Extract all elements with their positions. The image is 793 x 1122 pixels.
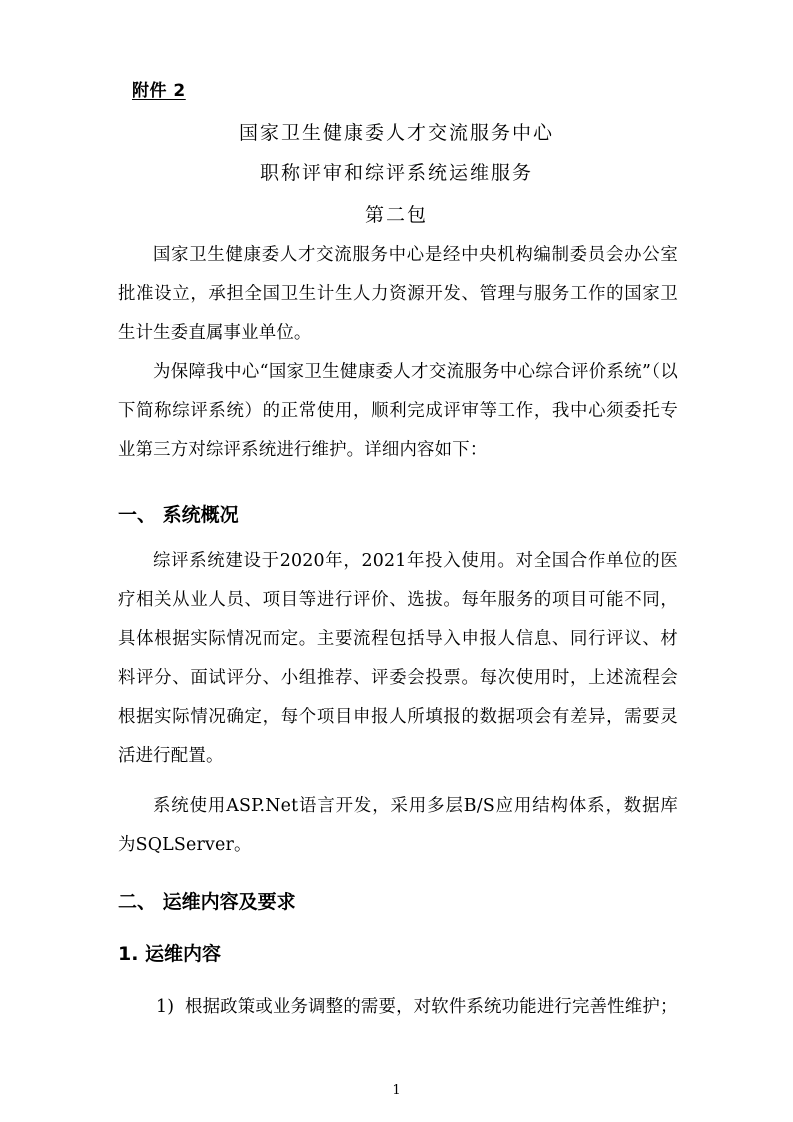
list-item-number: 1) xyxy=(156,997,175,1017)
section-2-heading: 二、 运维内容及要求 xyxy=(118,891,296,913)
page-number: 1 xyxy=(392,1083,401,1098)
attachment-label: 附件 2 xyxy=(132,81,186,101)
section-1-heading: 一、 系统概况 xyxy=(118,504,239,526)
document-title-line-2: 职称评审和综评系统运维服务 xyxy=(259,162,533,184)
section-2-subheading: 1. 运维内容 xyxy=(118,943,222,965)
intro-paragraph-2: 为保障我中心“国家卫生健康委人才交流服务中心综合评价系统”（以下简称综评系统）的正常使用，顺利完成评审等工作，我中心须委托专业第三方对综评系统进行维护。详细内容如下： xyxy=(118,362,678,460)
intro-paragraph-1: 国家卫生健康委人才交流服务中心是经中央机构编制委员会办公室批准设立，承担全国卫生计生人力资源开发、管理与服务工作的国家卫生计生委直属事业单位。 xyxy=(118,245,678,343)
section-1-paragraph-1: 综评系统建设于2020年，2021年投入使用。对全国合作单位的医疗相关从业人员、项目等进行评价、选拔。每年服务的项目可能不同，具体根据实际情况而定。主要流程包括导入申报人信息、同行评议、材料评分、面试评分、小组推荐、评委会投票。每次使用时，上述流程会根据实际情况确定，每个项目申报人所填报的数据项会有差异，需要灵活进行配置。 xyxy=(118,551,678,766)
section-1-paragraph-2: 系统使用ASP.Net语言开发，采用多层B/S应用结构体系，数据库为SQLServer。 xyxy=(118,796,678,855)
document-title-line-3: 第二包 xyxy=(364,204,428,226)
document-title-line-1: 国家卫生健康委人才交流服务中心 xyxy=(238,122,554,144)
list-item-text: 根据政策或业务调整的需要，对软件系统功能进行完善性维护； xyxy=(185,997,678,1017)
